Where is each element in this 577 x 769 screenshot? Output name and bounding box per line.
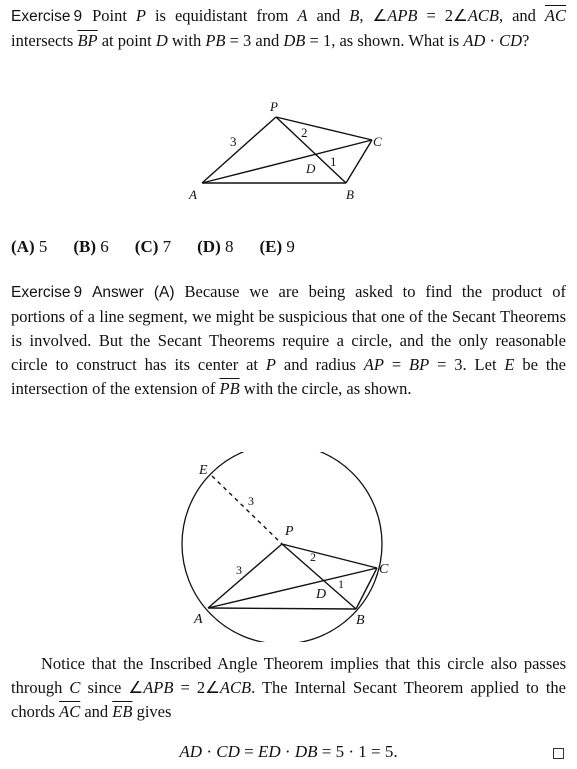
- conclusion-paragraph: [11, 652, 566, 724]
- measure-ap: 3: [230, 134, 237, 149]
- answer-explanation: [11, 280, 566, 401]
- label-p: P: [270, 99, 278, 114]
- answer-exercise-label: Exercise 9: [11, 284, 83, 301]
- segment-bc: [346, 140, 372, 183]
- conclusion-text: Notice that the Inscribed Angle Theorem implies that this circle also passes through C since ∠APB = 2∠ACB. The Internal Secant Theorem applied to the chords $\overline{AC}$ and $\overline{EB}$ gives: [11, 654, 566, 721]
- segment-ac: [208, 568, 377, 608]
- label-b: B: [356, 613, 365, 628]
- label-c: C: [373, 134, 382, 149]
- answer-label: Answer (A): [92, 284, 175, 301]
- segment-pc: [276, 117, 372, 140]
- answer-choices: [11, 235, 295, 259]
- label-e: E: [199, 463, 208, 478]
- exercise-problem: [11, 4, 566, 53]
- segment-bc: [356, 568, 377, 609]
- choice-d: (D) 8: [197, 237, 234, 256]
- figure-2: [0, 452, 577, 642]
- measure-pd: 2: [301, 125, 308, 140]
- label-a: A: [194, 612, 203, 627]
- measure-db: 1: [330, 154, 337, 169]
- label-a: A: [189, 187, 197, 202]
- segment-ep-dashed: [212, 476, 282, 544]
- label-d: D: [306, 161, 316, 176]
- label-c: C: [379, 562, 389, 577]
- segment-ab: [208, 608, 356, 609]
- label-d: D: [316, 587, 327, 602]
- measure-ep: 3: [248, 494, 254, 508]
- measure-pd: 2: [310, 550, 316, 564]
- label-b: B: [346, 187, 354, 202]
- measure-db: 1: [338, 577, 344, 591]
- choice-a: (A) 5: [11, 237, 48, 256]
- exercise-label: Exercise 9: [11, 8, 83, 25]
- choice-c: (C) 7: [134, 237, 172, 256]
- choice-b: (B) 6: [73, 237, 109, 256]
- final-equation: AD · CD = ED · DB = 5 · 1 = 5.: [179, 742, 398, 761]
- label-p: P: [285, 524, 294, 539]
- answer-text: Because we are being asked to find the product of portions of a line segment, we might be suspicious that one of the Secant Theorems is involved. But the Secant Theorems require a circle, and the only reasonable circle to construct has its center at P and radius AP = BP = 3. Let E be the intersection of the extension of $\overline{PB}$ with the circle, as shown.: [11, 282, 567, 398]
- choice-e: (E) 9: [259, 237, 295, 256]
- segment-ap: [208, 544, 282, 608]
- qed-box-icon: [553, 748, 564, 759]
- circle: [182, 452, 382, 642]
- segment-ac: [202, 140, 372, 183]
- problem-text: Point P is equidistant from A and B, ∠APB = 2∠ACB, and $\overline{AC}$ intersects $\overline{BP}$ at point D with PB = 3 and DB = 1, as shown. What is AD · CD?: [11, 6, 566, 50]
- figure-1: [0, 95, 577, 210]
- measure-ap: 3: [236, 563, 242, 577]
